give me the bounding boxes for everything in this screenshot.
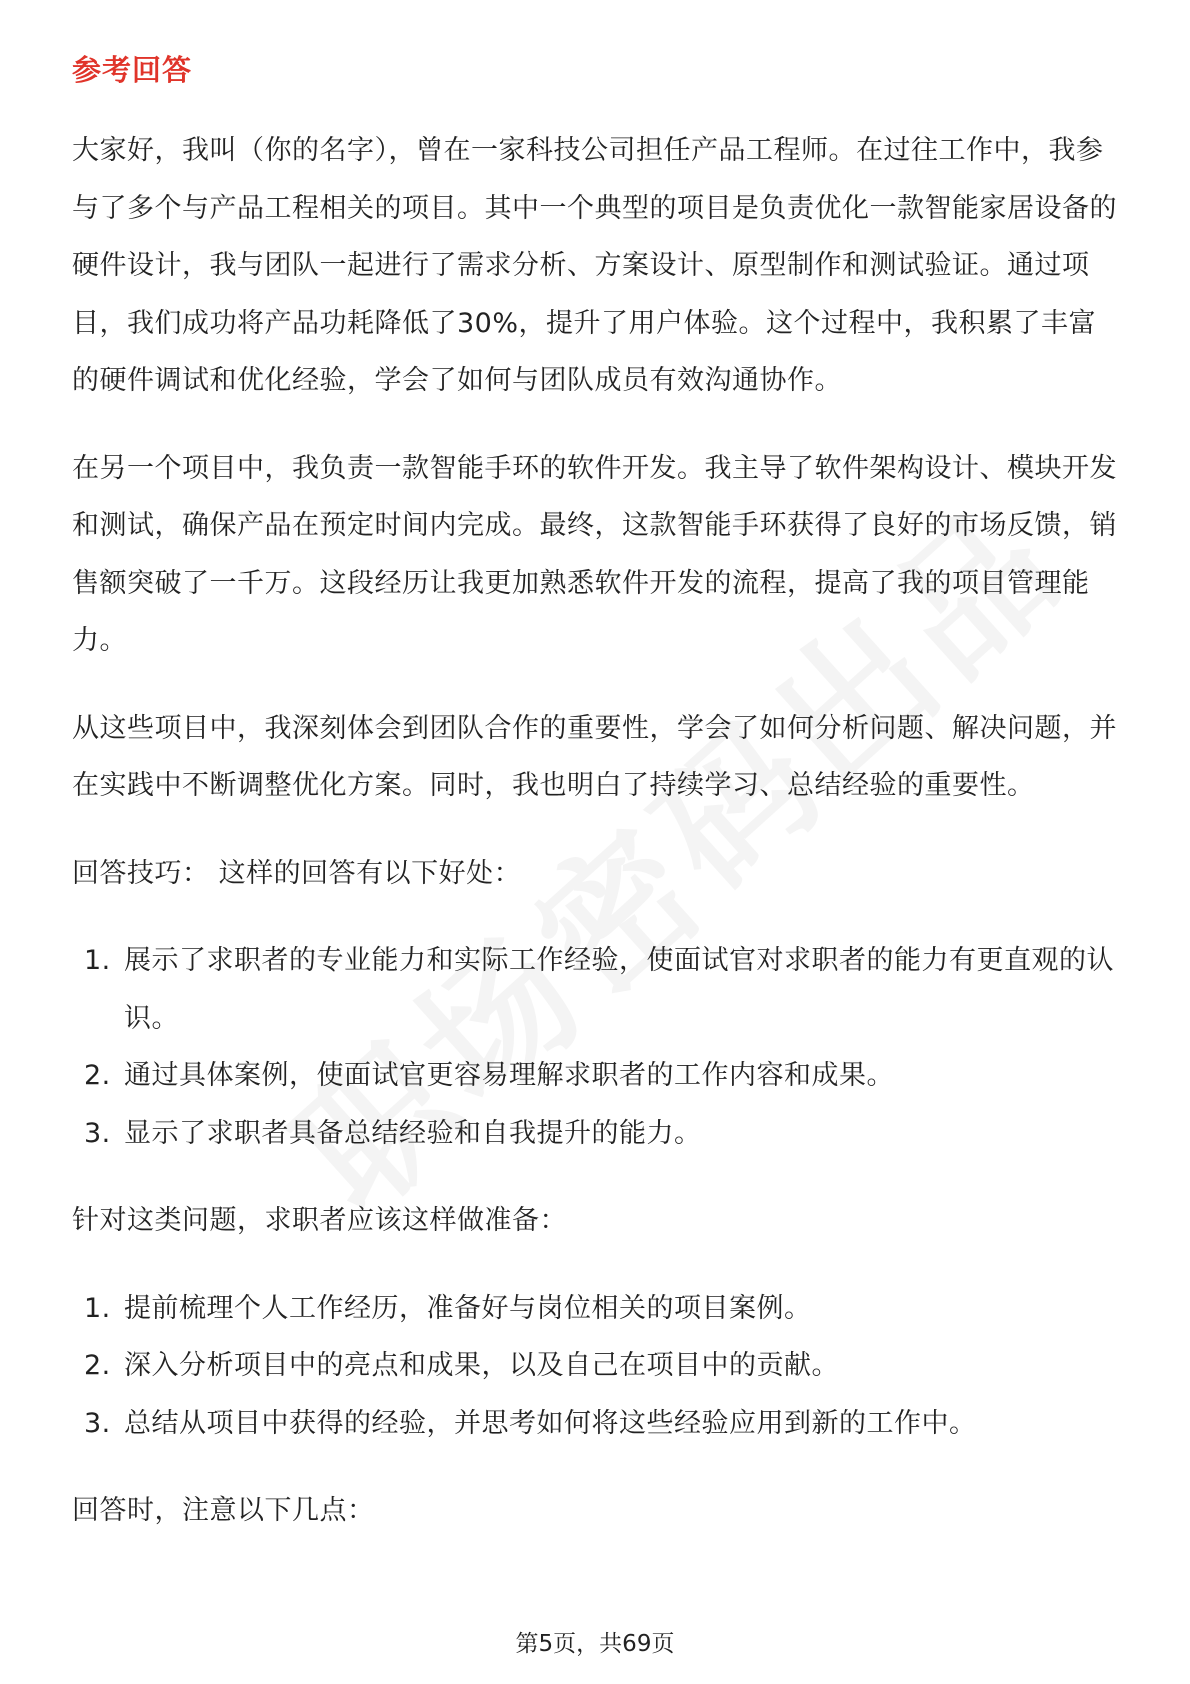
paragraph-second-project: 在另一个项目中，我负责一款智能手环的软件开发。我主导了软件架构设计、模块开发和测试，确保产品在预定时间内完成。最终，这款智能手环获得了良好的市场反馈，销售额突破了一千万。这段经历让我更加熟悉软件开发的流程，提高了我的项目管理能力。 <box>72 452 1117 656</box>
page-content <box>72 48 1118 1570</box>
list-item-number: 2. <box>84 1060 111 1091</box>
list-item-text: 总结从项目中获得的经验，并思考如何将这些经验应用到新的工作中。 <box>124 1407 977 1439</box>
tips-heading: 回答技巧： 这样的回答有以下好处： <box>72 857 522 889</box>
list-item-text: 展示了求职者的专业能力和实际工作经验，使面试官对求职者的能力有更直观的认识。 <box>124 945 1114 1034</box>
list-item-text: 显示了求职者具备总结经验和自我提升的能力。 <box>124 1117 702 1149</box>
tips-list <box>72 932 1118 1162</box>
list-item <box>72 1395 1118 1453</box>
list-item <box>72 1105 1118 1163</box>
list-item-number: 1. <box>84 1292 111 1324</box>
notes-heading: 回答时，注意以下几点： <box>72 1495 375 1526</box>
section-title: 参考回答 <box>72 53 193 87</box>
list-item-number: 3. <box>84 1117 111 1149</box>
paragraph-intro: 大家好，我叫（你的名字），曾在一家科技公司担任产品工程师。在过往工作中，我参与了多个与产品工程相关的项目。其中一个典型的项目是负责优化一款智能家居设备的硬件设计，我与团队一起进行了需求分析、方案设计、原型制作和测试验证。通过项目，我们成功将产品功耗降低了30%，提升了用户体验。这个过程中，我积累了丰富的硬件调试和优化经验，学会了如何与团队成员有效沟通协作。 <box>72 135 1117 396</box>
list-item-text: 深入分析项目中的亮点和成果，以及自己在项目中的贡献。 <box>124 1350 839 1381</box>
paragraph-lessons: 从这些项目中，我深刻体会到团队合作的重要性，学会了如何分析问题、解决问题，并在实践中不断调整优化方案。同时，我也明白了持续学习、总结经验的重要性。 <box>72 712 1117 801</box>
list-item-number: 2. <box>84 1350 111 1381</box>
prep-heading: 针对这类问题，求职者应该这样做准备： <box>72 1205 567 1236</box>
page-footer: 第5页，共69页 <box>515 1631 675 1657</box>
list-item-number: 1. <box>84 945 111 976</box>
list-item <box>72 1047 1118 1105</box>
list-item-number: 3. <box>84 1407 111 1439</box>
list-item <box>72 932 1118 1047</box>
list-item <box>72 1280 1118 1338</box>
prep-list <box>72 1280 1118 1453</box>
list-item-text: 提前梳理个人工作经历，准备好与岗位相关的项目案例。 <box>124 1292 812 1324</box>
list-item <box>72 1337 1118 1395</box>
list-item-text: 通过具体案例，使面试官更容易理解求职者的工作内容和成果。 <box>124 1060 894 1091</box>
